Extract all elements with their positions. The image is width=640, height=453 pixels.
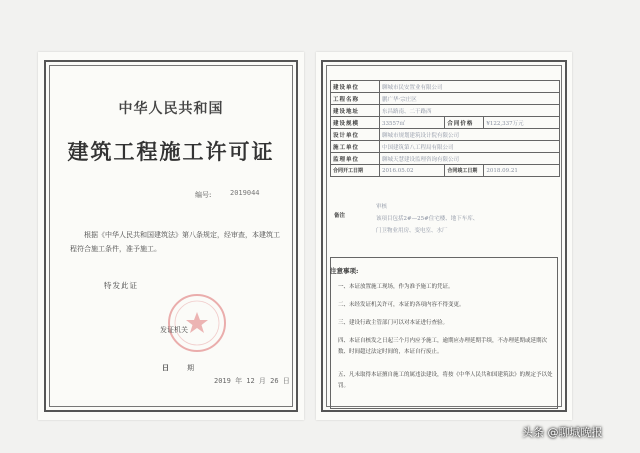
table-row <box>331 153 560 165</box>
row-value: 2016.05.02 <box>380 165 445 177</box>
row-value: 东昌路南、二干路西 <box>380 105 560 117</box>
issue-date-value: 2019 年 12 月 26 日 <box>214 377 290 385</box>
row-label: 建设规模 <box>331 117 380 129</box>
note-item: 二、未经发证机关许可，本证的各项内容不得变更。 <box>338 302 465 308</box>
project-info-table <box>330 80 560 177</box>
row-label: 建设地址 <box>331 105 380 117</box>
permit-number-label: 编号: <box>195 191 212 199</box>
note-item: 五、凡未取得本证擅自施工的属违法建设，将按《中华人民共和国建筑法》的规定予以处罚。 <box>338 372 553 389</box>
row-label: 合同开工日期 <box>331 165 380 177</box>
remark-label: 备注 <box>334 213 346 219</box>
table-row <box>331 93 560 105</box>
row-label-2: 合同竣工日期 <box>445 165 484 177</box>
official-seal-icon <box>166 292 228 354</box>
permit-front-page <box>38 52 304 420</box>
remark-line: 门卫物业用房、变电室、水厂 <box>376 228 448 234</box>
table-row <box>331 129 560 141</box>
row-value: 33557㎡ <box>380 117 445 129</box>
note-item: 一、本证放置施工现场，作为准予施工的凭证。 <box>338 284 454 290</box>
permit-back-page <box>316 52 572 420</box>
row-label-2: 合同价格 <box>445 117 484 129</box>
row-value: 聊城市民安置业有限公司 <box>380 81 560 93</box>
row-value-2: 2018.09.21 <box>484 165 560 177</box>
permit-number-value: 2019044 <box>230 189 260 197</box>
special-notice: 特发此证 <box>104 281 138 290</box>
row-label: 工程名称 <box>331 93 380 105</box>
row-value: 聊城天慧建设监理咨询有限公司 <box>380 153 560 165</box>
table-row <box>331 81 560 93</box>
permit-body-text: 根据《中华人民共和国建筑法》第八条规定，经审查，本建筑工程符合施工条件，准予施工。 <box>70 231 280 253</box>
table-row <box>331 105 560 117</box>
date-label-a: 日 <box>162 363 169 372</box>
remark-line: 该项目包括2#—25#住宅楼、地下车库、 <box>376 216 479 222</box>
table-row <box>331 117 560 129</box>
row-label: 设计单位 <box>331 129 380 141</box>
row-value: 聊城市规划建筑设计院有限公司 <box>380 129 560 141</box>
permit-title: 建筑工程施工许可证 <box>67 139 275 164</box>
date-label-b: 期 <box>187 364 194 372</box>
row-value: 中国建筑第八工程局有限公司 <box>380 141 560 153</box>
row-label: 施工单位 <box>331 141 380 153</box>
table-row <box>331 141 560 153</box>
remark-line: 审核 <box>376 204 388 210</box>
watermark: 头条 @聊城晚报 <box>522 426 603 439</box>
date-label <box>162 363 194 373</box>
note-item: 四、本证自核发之日起三个月内应予施工，逾期应办理延期手续，不办理延期或延期次数、时间超过法定时间的，本证自行废止。 <box>338 338 548 355</box>
note-item: 三、建设行政主管部门可以对本证进行查验。 <box>338 320 449 326</box>
table-row <box>331 165 560 177</box>
issuing-authority-label: 发证机关 <box>160 326 188 334</box>
notes-title: 注意事项: <box>330 267 359 275</box>
row-value-2: ¥122,337万元 <box>484 117 560 129</box>
country-name: 中华人民共和国 <box>118 101 224 117</box>
row-value: 鹏广华·宗庄区 <box>380 93 560 105</box>
row-label: 建设单位 <box>331 81 380 93</box>
row-label: 监理单位 <box>331 153 380 165</box>
